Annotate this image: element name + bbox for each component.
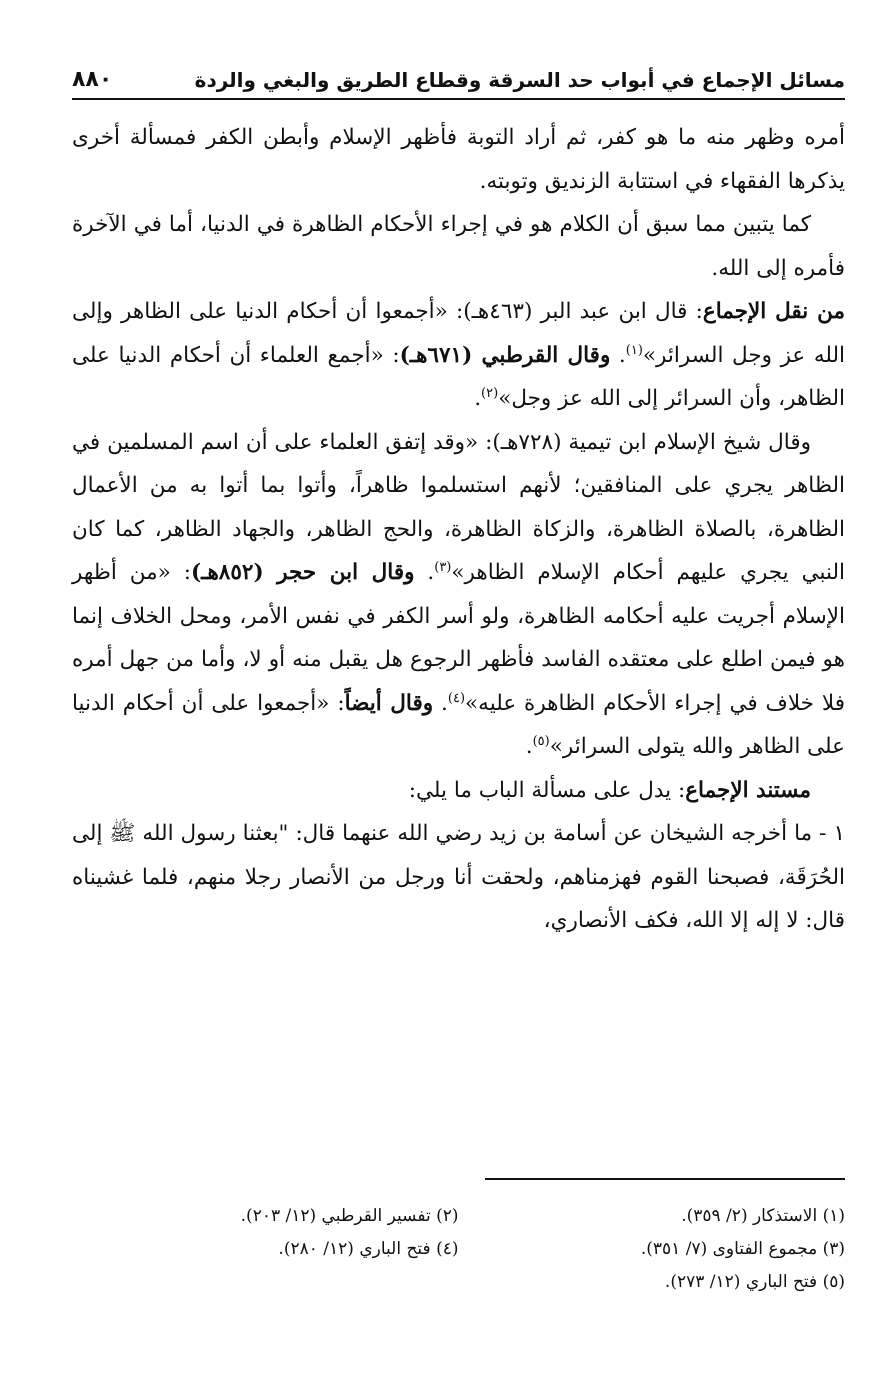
footnote-row: [72, 1266, 845, 1299]
footnote-4: (٤) فتح الباري (١٢/ ٢٨٠).: [278, 1239, 459, 1259]
page-number: ٨٨٠: [72, 67, 113, 92]
text-segment: .: [525, 734, 533, 759]
footnote-ref-5[interactable]: (٥): [532, 733, 550, 749]
footnote-ref-3[interactable]: (٣): [434, 559, 452, 575]
text-segment: .: [474, 386, 482, 411]
running-title: مسائل الإجماع في أبواب حد السرقة وقطاع الطريق والبغي والردة: [194, 68, 845, 92]
main-text: [72, 116, 845, 943]
footnote-row: [72, 1200, 845, 1233]
bold-citation-also: وقال أيضاً: [344, 690, 434, 716]
paragraph-1: أمره وظهر منه ما هو كفر، ثم أراد التوبة فأظهر الإسلام وأبطن الكفر فمسألة أخرى يذكرها الفقهاء في استتابة الزنديق وتوبته.: [72, 125, 845, 194]
paragraph-evidence-1: ١ - ما أخرجه الشيخان عن أسامة بن زيد رضي الله عنهما قال: "بعثنا رسول الله ﷺ إلى الحُرَقَة، فصبحنا القوم فهزمناهم، ولحقت أنا ورجل من الأنصار رجلا منهم، فلما غشيناه قال: لا إله إلا الله، فكف الأنصاري،: [72, 821, 845, 933]
text-segment: : يدل على مسألة الباب ما يلي:: [408, 777, 686, 803]
bold-citation-ibn-hajar: وقال ابن حجر (٨٥٢هـ): [190, 560, 415, 585]
text-segment: وقال شيخ الإسلام ابن تيمية (٧٢٨هـ): «وقد إتفق العلماء على أن اسم المسلمين في الظاهر يجري على المنافقين؛ لأنهم استسلموا ظاهراً، وأتوا بما أتوا به من الأعمال الظاهرة، بالصلاة الظاهرة، والزكاة الظاهرة، والحج الظاهر، والجهاد الظاهر، كما كان النبي يجري عليهم أحكام الإسلام الظاهر»: [72, 429, 845, 585]
footnotes: [72, 1200, 845, 1299]
footnote-2: (٢) تفسير القرطبي (١٢/ ٢٠٣).: [240, 1206, 459, 1226]
paragraph-ijma-basis: [72, 769, 845, 813]
footnote-3: (٣) مجموع الفتاوى (٧/ ٣٥١).: [640, 1239, 845, 1259]
running-header: [72, 50, 845, 100]
text-segment: : «أجمعوا على أن أحكام الدنيا على الظاهر والله يتولى السرائر»: [72, 690, 845, 759]
text-segment: : «أجمع العلماء أن أحكام الدنيا على الظاهر، وأن السرائر إلى الله عز وجل»: [72, 342, 845, 411]
paragraph-2: كما يتبين مما سبق أن الكلام هو في إجراء الأحكام الظاهرة في الدنيا، أما في الآخرة فأمره إلى الله.: [72, 212, 845, 281]
footnote-ref-1[interactable]: (١): [625, 342, 643, 358]
bold-citation-qurtubi: وقال القرطبي (٦٧١هـ): [399, 342, 611, 368]
footnote-separator: [485, 1178, 845, 1180]
paragraph-ibn-taymiyya: وقال شيخ الإسلام ابن تيمية (٧٢٨هـ): «وقد إتفق العلماء على أن اسم المسلمين في الظاهر يجري على المنافقين؛ لأنهم استسلموا ظاهراً، وأتوا بما أتوا به من الأعمال الظاهرة، بالصلاة الظاهرة، والزكاة الظاهرة، والحج الظاهر، والجهاد الظاهر، كما كان النبي يجري عليهم أحكام الإسلام الظاهر»$^{(٣)}$. وقال ابن حجر (٨٥٢هـ): «من أظهر الإسلام أجريت عليه أحكامه الظاهرة، ولو أسر الكفر في نفس الأمر، ومحل الخلاف إنما هو فيمن اطلع على معتقده الفاسد فأظهر الرجوع هل يقبل منه أو لا، وأما من جهل أمره فلا خلاف في إجراء الأحكام الظاهرة عليه»$^{(٤)}$. وقال أيضاً: «أجمعوا على أن أحكام الدنيا على الظاهر والله يتولى السرائر»$^{(٥)}$.: [72, 429, 845, 759]
paragraph-ijma-transmission: من نقل الإجماع: قال ابن عبد البر (٤٦٣هـ): «أجمعوا أن أحكام الدنيا على الظاهر وإلى الله عز وجل السرائر»$^{(١)}$. وقال القرطبي (٦٧١هـ): «أجمع العلماء أن أحكام الدنيا على الظاهر، وأن السرائر إلى الله عز وجل»$^{(٢)}$.: [72, 299, 846, 411]
footnote-ref-2[interactable]: (٢): [481, 385, 499, 401]
section-heading-ijma-basis: مستند الإجماع: [685, 777, 811, 803]
footnote-ref-4[interactable]: (٤): [447, 690, 466, 706]
footnote-row: [72, 1233, 845, 1266]
book-page: [72, 50, 845, 1361]
footnote-5: (٥) فتح الباري (١٢/ ٢٧٣).: [664, 1272, 845, 1292]
text-segment: : «من أظهر الإسلام أجريت عليه أحكامه الظاهرة، ولو أسر الكفر في نفس الأمر، ومحل الخلاف إنما هو فيمن اطلع على معتقده الفاسد فأظهر الرجوع هل يقبل منه أو لا، وأما من جهل أمره فلا خلاف في إجراء الأحكام الظاهرة عليه»: [72, 560, 845, 716]
section-heading-ijma-transmission: من نقل الإجماع: [702, 299, 845, 324]
text-segment: : قال ابن عبد البر (٤٦٣هـ): «أجمعوا أن أحكام الدنيا على الظاهر وإلى الله عز وجل السرائر»: [72, 299, 846, 368]
footnote-1: (١) الاستذكار (٢/ ٣٥٩).: [681, 1206, 845, 1226]
